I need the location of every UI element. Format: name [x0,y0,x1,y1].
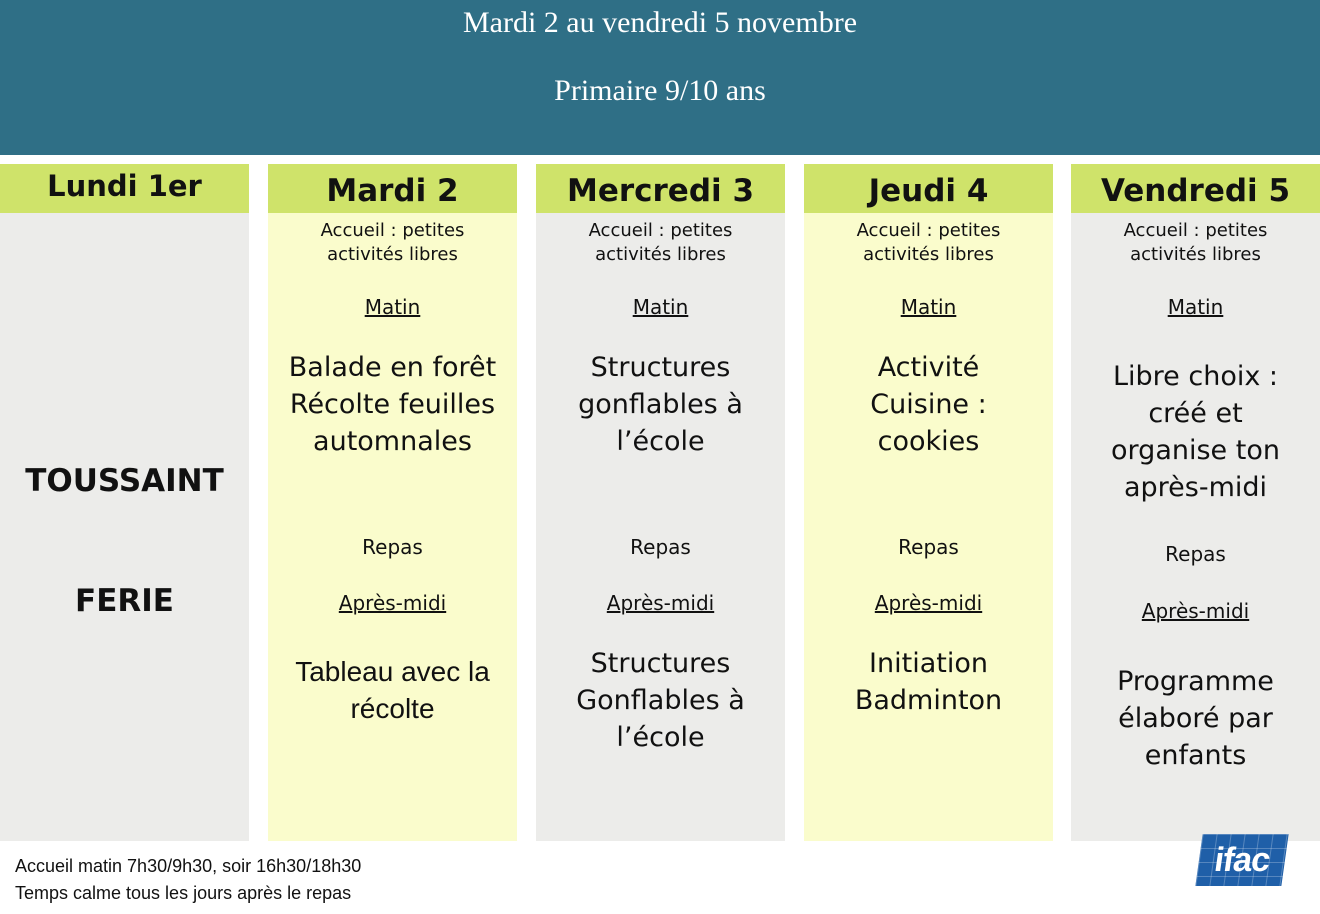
day-header-monday: Lundi 1er [0,164,249,213]
repas-label: Repas [362,535,423,559]
morning-activity: Balade en forêt Récolte feuilles automnales [288,352,497,457]
accueil-text: Accueil : petites activités libres [320,220,465,265]
day-column-wednesday [536,213,785,841]
footer-hours: Accueil matin 7h30/9h30, soir 16h30/18h30 [15,856,362,876]
afternoon-activity: Programme élaboré par enfants [1117,666,1274,771]
header-age-group: Primaire 9/10 ans [554,74,766,107]
header-dates: Mardi 2 au vendredi 5 novembre [462,6,858,39]
repas-label: Repas [1165,542,1226,566]
matin-label: Matin [900,295,957,319]
afternoon-activity: Tableau avec la récolte [295,656,490,724]
accueil-text: Accueil : petites activités libres [1123,220,1268,265]
morning-activity: Libre choix : créé et organise ton après-midi [1111,361,1280,503]
apres-midi-label: Après-midi [1141,599,1250,623]
repas-label: Repas [898,535,959,559]
apres-midi-label: Après-midi [874,591,983,615]
day-column-friday [1071,213,1320,841]
matin-label: Matin [364,295,421,319]
apres-midi-label: Après-midi [606,591,715,615]
afternoon-activity: Structures Gonflables à l’école [576,648,745,753]
day-header-friday: Vendredi 5 [1071,164,1320,213]
accueil-text: Accueil : petites activités libres [856,220,1001,265]
afternoon-activity: Initiation Badminton [854,648,1003,716]
day-column-tuesday [268,213,517,841]
holiday-label: TOUSSAINT [25,463,224,499]
holiday-status: FERIE [75,583,174,619]
morning-activity: Structures gonflables à l’école [578,352,743,457]
matin-label: Matin [632,295,689,319]
matin-label: Matin [1167,295,1224,319]
day-header-thursday: Jeudi 4 [804,164,1053,213]
apres-midi-label: Après-midi [338,591,447,615]
footer-quiet-time: Temps calme tous les jours après le repas [15,883,352,903]
day-column-monday [0,213,249,841]
day-column-thursday [804,213,1053,841]
morning-activity: Activité Cuisine : cookies [870,352,987,457]
ifac-logo: ifac [1195,834,1288,886]
accueil-text: Accueil : petites activités libres [588,220,733,265]
repas-label: Repas [630,535,691,559]
day-header-tuesday: Mardi 2 [268,164,517,213]
day-header-wednesday: Mercredi 3 [536,164,785,213]
header-banner [0,0,1320,155]
